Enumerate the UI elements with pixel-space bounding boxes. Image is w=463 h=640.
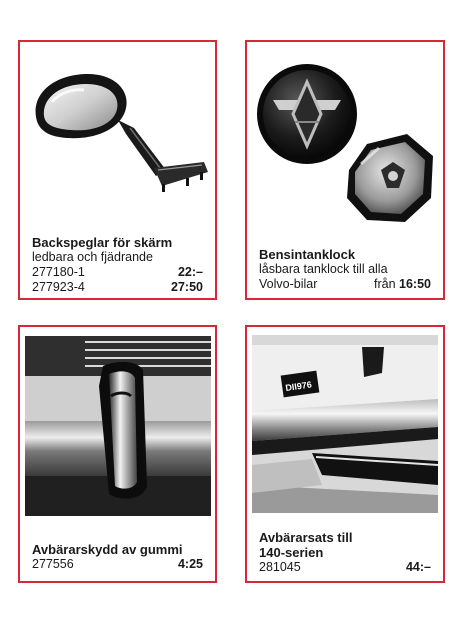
fuel-cap-subtitle: låsbara tanklock till alla [259, 262, 388, 276]
bumper-set-title-line2: 140-serien [259, 545, 324, 560]
mirror-item-code: 277923-4 [32, 280, 85, 294]
bumper-set-photo [252, 335, 438, 513]
bumper-set-code: 281045 [259, 560, 301, 574]
mirror-title: Backspeglar för skärm [32, 235, 173, 250]
bumper-set-image [252, 335, 438, 513]
mirror-item-price: 22:– [177, 265, 203, 279]
bumper-guard-image [25, 336, 211, 516]
mirror-item-code: 277180-1 [32, 265, 85, 279]
bumper-guard-photo [25, 336, 211, 516]
bumper-set-text-block [259, 530, 431, 575]
bumper-set-price-row [259, 560, 431, 575]
license-plate: DII976 [284, 379, 313, 394]
bumper-guard-price: 4:25 [177, 557, 203, 571]
product-card-mirror [18, 40, 217, 300]
fuel-cap-image [255, 52, 437, 232]
fuel-cap-photo [255, 52, 437, 232]
bumper-set-title-line1: Avbärarsats till [259, 530, 353, 545]
mirror-image [26, 62, 211, 202]
product-card-bumper-guard [18, 325, 217, 583]
bumper-guard-title: Avbärarskydd av gummi [32, 542, 183, 557]
product-card-bumper-set [245, 325, 445, 583]
bumper-guard-price-row [32, 557, 203, 572]
fuel-cap-title: Bensintanklock [259, 247, 356, 262]
fuel-cap-text-block [259, 247, 431, 292]
mirror-item-row [32, 265, 203, 280]
mirror-subtitle: ledbara och fjädrande [32, 250, 153, 264]
mirror-item-price: 27:50 [171, 280, 203, 294]
fuel-cap-price-group [374, 277, 431, 292]
mirror-item-row [32, 280, 203, 295]
bumper-guard-code: 277556 [32, 557, 74, 571]
mirror-photo [26, 62, 211, 202]
bumper-guard-text-block [32, 542, 203, 572]
fuel-cap-price-prefix: från [373, 277, 396, 291]
fuel-cap-price-row [259, 277, 431, 292]
fuel-cap-price: 16:50 [399, 277, 431, 291]
mirror-text-block [32, 235, 203, 295]
fuel-cap-line3: Volvo-bilar [259, 277, 318, 291]
bumper-set-price: 44:– [405, 560, 431, 574]
product-card-fuel-cap [245, 40, 445, 300]
